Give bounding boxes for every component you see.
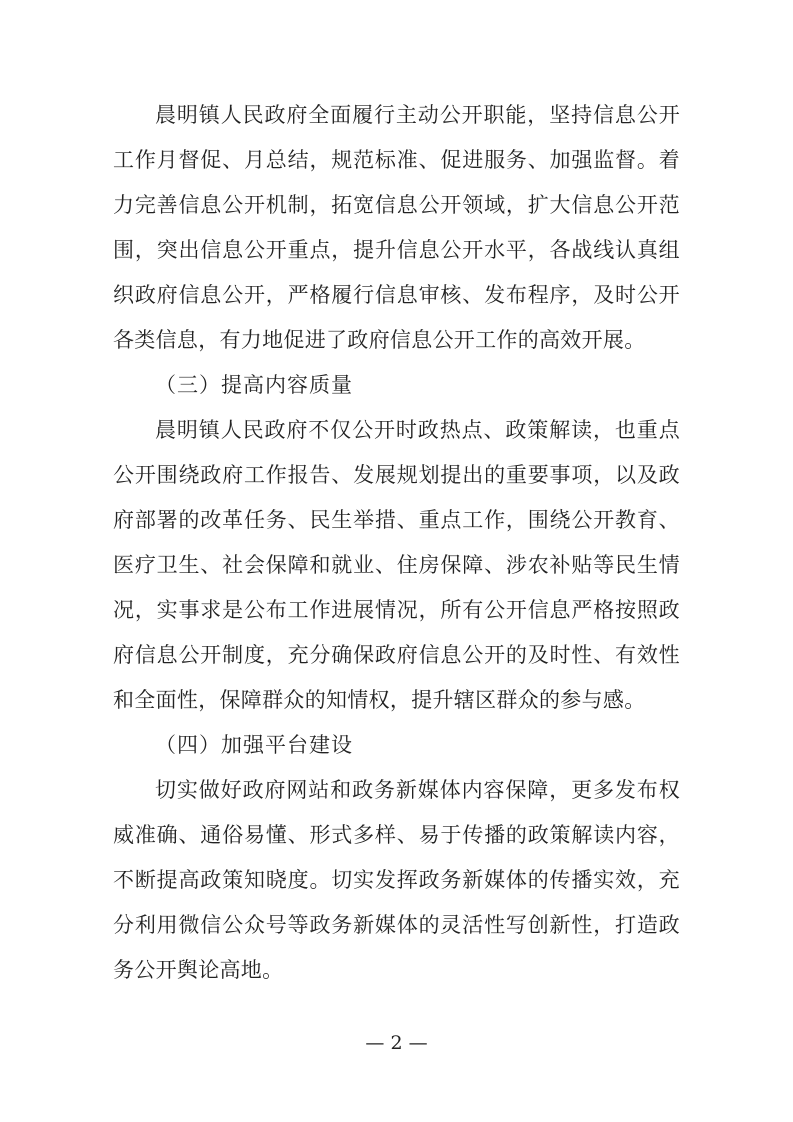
section-heading-4: （四）加强平台建设 xyxy=(155,733,353,757)
paragraph-content-quality: 晨明镇人民政府不仅公开时政热点、政策解读，也重点公开围绕政府工作报告、发展规划提出的重要事项，以及政府部署的改革任务、民生举措、重点工作，围绕公开教育、医疗卫生、社会保障和就业、住房保障、涉农补贴等民生情况，实事求是公布工作进展情况，所有公开信息严格按照政府信息公开制度，充分确保政府信息公开的及时性、有效性和全面性，保障群众的知情权，提升辖区群众的参与感。 xyxy=(113,418,680,712)
section-heading-3: （三）提高内容质量 xyxy=(155,373,353,397)
paragraph-info-disclosure: 晨明镇人民政府全面履行主动公开职能，坚持信息公开工作月督促、月总结，规范标准、促进服务、加强监督。着力完善信息公开机制，拓宽信息公开领域，扩大信息公开范围，突出信息公开重点，提升信息公开水平，各战线认真组织政府信息公开，严格履行信息审核、发布程序，及时公开各类信息，有力地促进了政府信息公开工作的高效开展。 xyxy=(113,103,680,352)
page-number: — 2 — xyxy=(365,1032,428,1054)
paragraph-platform-building: 切实做好政府网站和政务新媒体内容保障，更多发布权威准确、通俗易懂、形式多样、易于传播的政策解读内容，不断提高政策知晓度。切实发挥政务新媒体的传播实效，充分利用微信公众号等政务新媒体的灵活性写创新性，打造政务公开舆论高地。 xyxy=(113,778,680,982)
document-body xyxy=(113,93,680,993)
